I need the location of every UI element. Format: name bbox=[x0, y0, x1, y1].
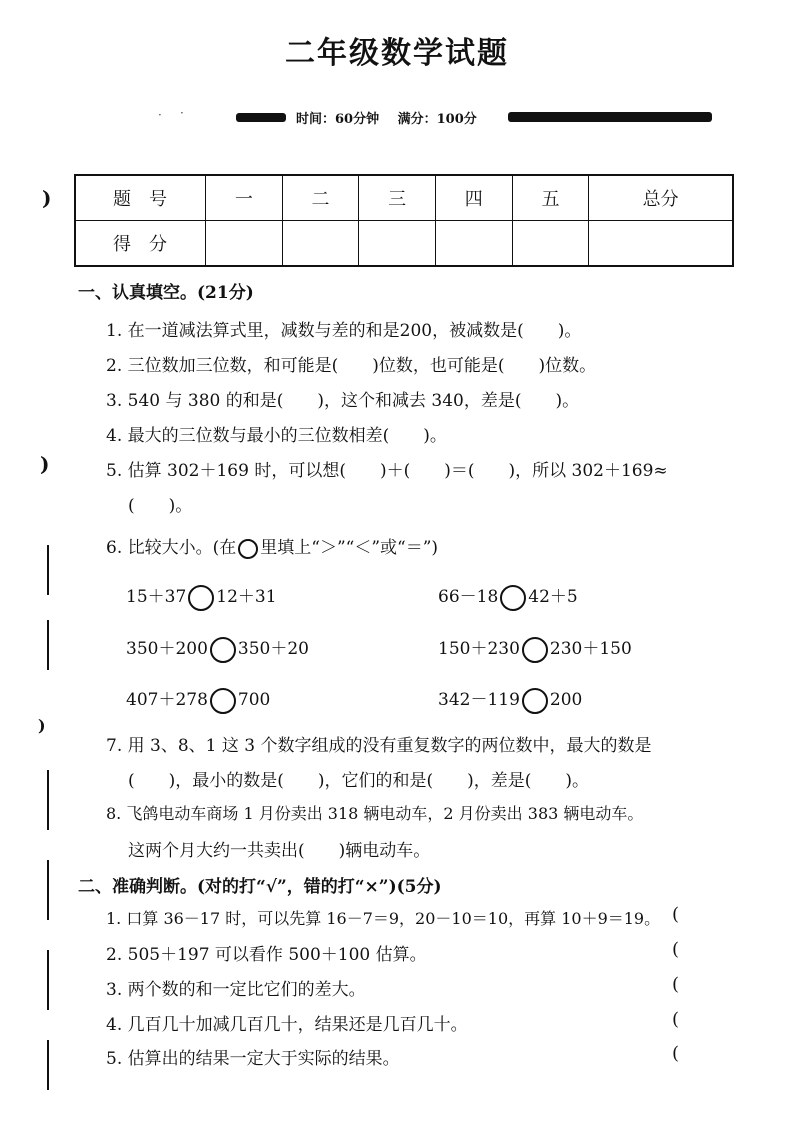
score-cell: 题号 bbox=[75, 175, 206, 221]
question-1: 1. 在一道减法算式里，减数与差的和是200，被减数是( )。 bbox=[106, 321, 582, 341]
circle-icon bbox=[238, 539, 258, 559]
score-cell: 总分 bbox=[589, 175, 733, 221]
score-cell: 一 bbox=[206, 175, 283, 221]
compare-right: 12＋31 bbox=[216, 587, 277, 607]
score-cell: 四 bbox=[435, 175, 512, 221]
compare-left: 66－18 bbox=[438, 587, 499, 607]
binding-line bbox=[47, 860, 49, 920]
compare-circle[interactable] bbox=[522, 637, 548, 663]
compare-item bbox=[126, 582, 277, 611]
section2-heading: 二、准确判断。(对的打“√”，错的打“×”)(5分) bbox=[78, 877, 442, 897]
compare-right: 230＋150 bbox=[549, 639, 632, 659]
compare-right: 350＋20 bbox=[237, 639, 309, 659]
binding-line bbox=[47, 545, 49, 595]
question-4: 4. 最大的三位数与最小的三位数相差( )。 bbox=[106, 426, 447, 446]
question-8a: 8. 飞鸽电动车商场 1 月份卖出 318 辆电动车，2 月份卖出 383 辆电动车。 bbox=[106, 804, 644, 823]
scan-mark: · bbox=[180, 106, 184, 120]
compare-circle[interactable] bbox=[188, 585, 214, 611]
score-input-cell[interactable] bbox=[435, 221, 512, 267]
binding-line bbox=[47, 620, 49, 670]
score-input-cell[interactable] bbox=[359, 221, 436, 267]
question-3: 3. 540 与 380 的和是( )，这个和减去 340，差是( )。 bbox=[106, 391, 580, 411]
score-input-cell[interactable] bbox=[206, 221, 283, 267]
redacted-school bbox=[236, 113, 286, 122]
exam-info bbox=[296, 108, 491, 127]
binding-line bbox=[47, 770, 49, 830]
question-8b: 这两个月大约一共卖出( )辆电动车。 bbox=[128, 841, 431, 861]
exam-full-score: 满分：100分 bbox=[397, 112, 477, 127]
binding-mark: ) bbox=[40, 452, 50, 476]
answer-bracket[interactable]: ( bbox=[672, 1009, 680, 1030]
compare-right: 200 bbox=[549, 690, 583, 710]
judge-item: 4. 几百几十加减几百几十，结果还是几百几十。 bbox=[106, 1015, 468, 1035]
score-cell: 三 bbox=[359, 175, 436, 221]
exam-time: 时间：60分钟 bbox=[296, 112, 380, 127]
score-cell: 二 bbox=[282, 175, 359, 221]
score-cell: 五 bbox=[512, 175, 589, 221]
answer-bracket[interactable]: ( bbox=[672, 904, 680, 925]
question-7a: 7. 用 3、8、1 这 3 个数字组成的没有重复数字的两位数中，最大的数是 bbox=[106, 736, 652, 756]
binding-mark: ) bbox=[38, 716, 46, 735]
judge-item: 3. 两个数的和一定比它们的差大。 bbox=[106, 980, 366, 1000]
binding-line bbox=[47, 950, 49, 1010]
binding-line bbox=[47, 1040, 49, 1090]
section1-heading: 一、认真填空。(21分) bbox=[78, 283, 254, 303]
compare-left: 342－119 bbox=[438, 690, 520, 710]
answer-bracket[interactable]: ( bbox=[672, 939, 680, 960]
question-6-pre: 6. 比较大小。(在 bbox=[106, 538, 237, 558]
question-6 bbox=[106, 533, 438, 559]
compare-item bbox=[438, 685, 582, 714]
redacted-name bbox=[508, 112, 712, 122]
compare-left: 407＋278 bbox=[126, 690, 208, 710]
binding-mark: ) bbox=[42, 186, 52, 210]
compare-item bbox=[438, 634, 632, 663]
score-input-cell[interactable] bbox=[282, 221, 359, 267]
question-6-post: 里填上“＞”“＜”或“＝”) bbox=[260, 538, 439, 558]
compare-right: 700 bbox=[237, 690, 271, 710]
compare-left: 15＋37 bbox=[126, 587, 187, 607]
score-input-cell[interactable] bbox=[512, 221, 589, 267]
compare-left: 150＋230 bbox=[438, 639, 520, 659]
judge-item: 1. 口算 36－17 时，可以先算 16－7＝9，20－10＝10，再算 10＋9＝19。 bbox=[106, 909, 661, 928]
score-table bbox=[74, 174, 734, 267]
answer-bracket[interactable]: ( bbox=[672, 974, 680, 995]
score-table-score-row bbox=[75, 221, 733, 267]
compare-item bbox=[438, 582, 578, 611]
score-table-header-row bbox=[75, 175, 733, 221]
judge-item: 5. 估算出的结果一定大于实际的结果。 bbox=[106, 1049, 400, 1069]
compare-circle[interactable] bbox=[522, 688, 548, 714]
compare-circle[interactable] bbox=[210, 688, 236, 714]
judge-item: 2. 505＋197 可以看作 500＋100 估算。 bbox=[106, 945, 427, 965]
compare-left: 350＋200 bbox=[126, 639, 208, 659]
scan-mark: · bbox=[158, 108, 162, 122]
question-2: 2. 三位数加三位数，和可能是( )位数，也可能是( )位数。 bbox=[106, 356, 597, 376]
score-cell: 得分 bbox=[75, 221, 206, 267]
question-5b: ( )。 bbox=[128, 496, 193, 516]
question-5a: 5. 估算 302＋169 时，可以想( )＋( )＝( )，所以 302＋169≈ bbox=[106, 461, 668, 481]
compare-right: 42＋5 bbox=[528, 587, 578, 607]
score-input-cell[interactable] bbox=[589, 221, 733, 267]
compare-item bbox=[126, 685, 270, 714]
compare-circle[interactable] bbox=[210, 637, 236, 663]
page-title: 二年级数学试题 bbox=[285, 36, 509, 71]
question-7b: ( )，最小的数是( )，它们的和是( )，差是( )。 bbox=[128, 771, 590, 791]
compare-circle[interactable] bbox=[500, 585, 526, 611]
answer-bracket[interactable]: ( bbox=[672, 1043, 680, 1064]
compare-item bbox=[126, 634, 309, 663]
